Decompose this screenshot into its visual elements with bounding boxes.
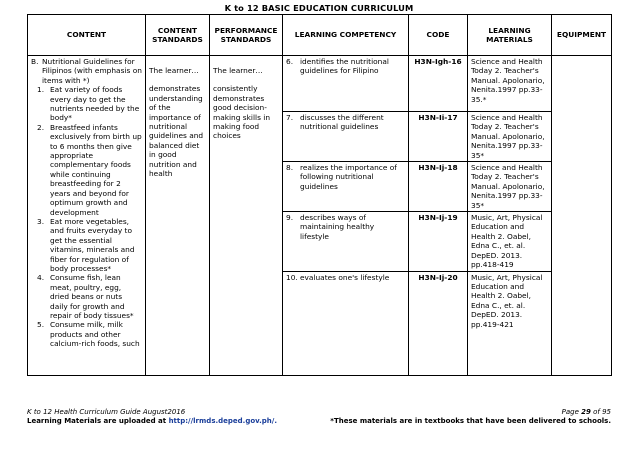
competency-number: 8. — [286, 163, 294, 173]
header-performance-standards: PERFORMANCE STANDARDS — [210, 15, 283, 56]
competency-cell — [283, 271, 409, 375]
list-item: 3. Eat more vegetables, and fruits everyday to get the essential vitamins, minerals and fiber for regulation of body processes* — [37, 216, 135, 273]
competency-number: 9. — [286, 213, 294, 223]
footer-upload-link[interactable]: http://lrmds.deped.gov.ph/. — [168, 417, 278, 425]
performance-standards-cell — [210, 56, 283, 376]
page-title: K to 12 BASIC EDUCATION CURRICULUM — [224, 3, 414, 13]
materials-cell: Music, Art, Physical Education and Health 2. Oabel, Edna C., et. al. DepED. 2013. pp.419-421 — [468, 271, 552, 375]
competency-cell — [283, 212, 409, 271]
header-content-standards: CONTENT STANDARDS — [146, 15, 210, 56]
code-cell: H3N-Ii-17 — [409, 112, 468, 162]
header-equipment: EQUIPMENT — [552, 15, 612, 56]
list-item: 5. Consume milk, milk products and other calcium-rich foods, such — [37, 320, 140, 349]
competency-number: 6. — [286, 57, 294, 66]
content-intro-text: Nutritional Guidelines for Filipinos (with emphasis on items with *) — [42, 57, 142, 85]
header-learning-materials: LEARNING MATERIALS — [468, 15, 552, 56]
content-intro-number: B. — [31, 57, 39, 66]
materials-cell: Science and Health Today 2. Teacher's Manual. Apolonario, Nenita.1997 pp.33-35* — [468, 162, 552, 212]
header-content: CONTENT — [28, 15, 146, 56]
competency-number: 7. — [286, 113, 294, 122]
code-cell: H3N-Ij-18 — [409, 162, 468, 212]
footer-right — [330, 408, 611, 426]
footer-upload-note: Learning Materials are uploaded at http://lrmds.deped.gov.ph/. — [27, 417, 278, 425]
performance-standards-lead: The learner… — [213, 66, 263, 75]
content-cell — [28, 56, 146, 376]
content-standards-text: demonstrates understanding of the importance of nutritional guidelines and balanced diet in good nutrition and health — [149, 84, 204, 179]
footer-textbook-note: *These materials are in textbooks that have been delivered to schools. — [330, 417, 611, 425]
table-header-row — [28, 15, 612, 56]
code-cell: H3N-Ij-20 — [409, 271, 468, 375]
competency-text: describes ways of maintaining healthy lifestyle — [300, 213, 375, 241]
competency-cell — [283, 56, 409, 112]
footer-guide-name: K to 12 Health Curriculum Guide August2016 — [27, 408, 186, 416]
equipment-cell — [552, 56, 612, 376]
competency-cell — [283, 112, 409, 162]
page-indicator: Page 29 of 95 — [561, 408, 611, 416]
content-standards-lead: The learner… — [149, 66, 199, 75]
materials-cell: Science and Health Today 2. Teacher's Manual. Apolonario, Nenita.1997 pp.33-35* — [468, 112, 552, 162]
content-intro — [31, 57, 142, 85]
page-number: 29 — [581, 408, 591, 416]
content-list — [31, 85, 142, 348]
header-code: CODE — [409, 15, 468, 56]
list-item: 4. Consume fish, lean meat, poultry, egg, dried beans or nuts daily for growth and repair of body tissues* — [37, 273, 134, 320]
materials-cell: Music, Art, Physical Education and Health 2. Oabel, Edna C., et. al. DepED. 2013. pp.418-419 — [468, 212, 552, 271]
table-row — [28, 56, 612, 112]
materials-cell: Science and Health Today 2. Teacher's Manual. Apolonario, Nenita.1997 pp.33-35.* — [468, 56, 552, 112]
code-cell: H3N-Ij-19 — [409, 212, 468, 271]
code-cell: H3N-Igh-16 — [409, 56, 468, 112]
competency-number: 10. — [286, 272, 298, 282]
competency-cell — [283, 162, 409, 212]
curriculum-table — [27, 14, 612, 376]
performance-standards-text: consistently demonstrates good decision-making skills in making food choices — [213, 84, 271, 141]
competency-text: evaluates one's lifestyle — [300, 272, 390, 282]
content-standards-cell — [146, 56, 210, 376]
competency-text: identifies the nutritional guidelines for Filipino — [300, 57, 389, 76]
header-learning-competency: LEARNING COMPETENCY — [283, 15, 409, 56]
list-item: 1. Eat variety of foods every day to get the nutrients needed by the body* — [37, 85, 140, 123]
competency-text: realizes the importance of following nutritional guidelines — [300, 163, 397, 191]
footer-left — [27, 408, 277, 426]
list-item: 2. Breastfeed infants exclusively from birth up to 6 months then give appropriate complementary foods while continuing breastfeeding for 2 years and beyond for optimum growth and development — [37, 122, 142, 217]
competency-text: discusses the different nutritional guidelines — [300, 113, 384, 132]
